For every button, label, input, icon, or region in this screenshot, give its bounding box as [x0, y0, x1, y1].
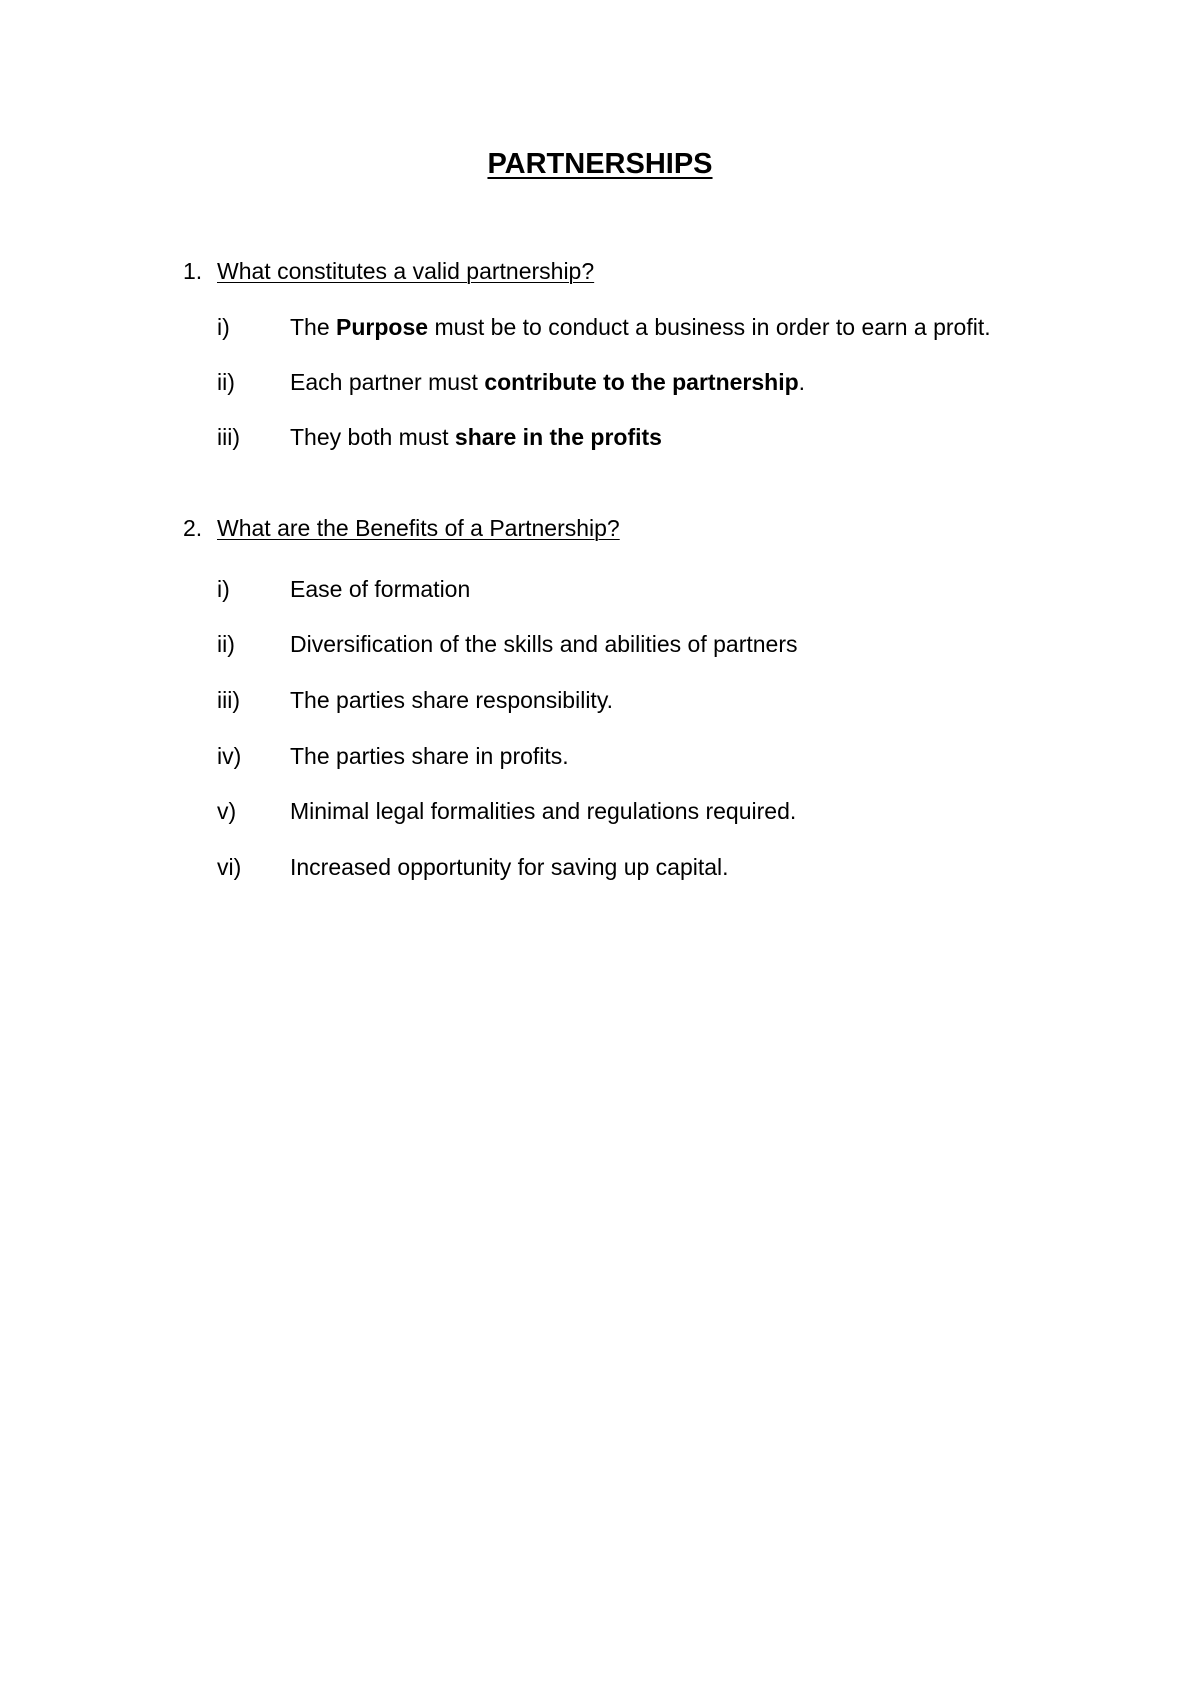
section-1-item-1-marker: i)	[217, 314, 230, 340]
item-text-pre: They both must	[290, 424, 455, 450]
page-title: PARTNERSHIPS	[487, 148, 713, 180]
section-2-item-4: The parties share in profits.	[290, 743, 569, 769]
section-2-item-3-marker: iii)	[217, 687, 240, 713]
section-2-item-5: Minimal legal formalities and regulations required.	[290, 798, 797, 824]
section-2-item-6-marker: vi)	[217, 854, 242, 880]
item-text-pre: The	[290, 314, 337, 340]
section-2-item-5-marker: v)	[217, 798, 237, 824]
item-text-bold: contribute to the partnership	[484, 369, 799, 395]
section-2-item-2-marker: ii)	[217, 631, 235, 657]
item-text-post: must be to conduct a business in order to earn a profit.	[428, 314, 991, 340]
section-2-item-1-marker: i)	[217, 576, 230, 602]
section-1-number: 1.	[183, 258, 203, 284]
section-2-number: 2.	[183, 515, 203, 541]
section-2-question: What are the Benefits of a Partnership?	[217, 515, 620, 541]
section-1-item-2-marker: ii)	[217, 369, 235, 395]
item-text-bold: Purpose	[336, 314, 429, 340]
section-2-item-4-marker: iv)	[217, 743, 242, 769]
section-1-item-3-marker: iii)	[217, 424, 240, 450]
section-2-item-3: The parties share responsibility.	[290, 687, 613, 713]
section-2-item-2: Diversification of the skills and abilities of partners	[290, 631, 798, 657]
section-1-item-1	[290, 312, 991, 342]
item-text-post: .	[798, 369, 806, 395]
section-1-item-2	[290, 367, 805, 397]
item-text-pre: Each partner must	[290, 369, 485, 395]
section-2-item-6: Increased opportunity for saving up capital.	[290, 854, 729, 880]
section-1-question: What constitutes a valid partnership?	[217, 258, 595, 284]
item-text-bold: share in the profits	[454, 424, 662, 450]
section-2-item-1: Ease of formation	[290, 576, 471, 602]
section-1-item-3	[290, 422, 662, 452]
